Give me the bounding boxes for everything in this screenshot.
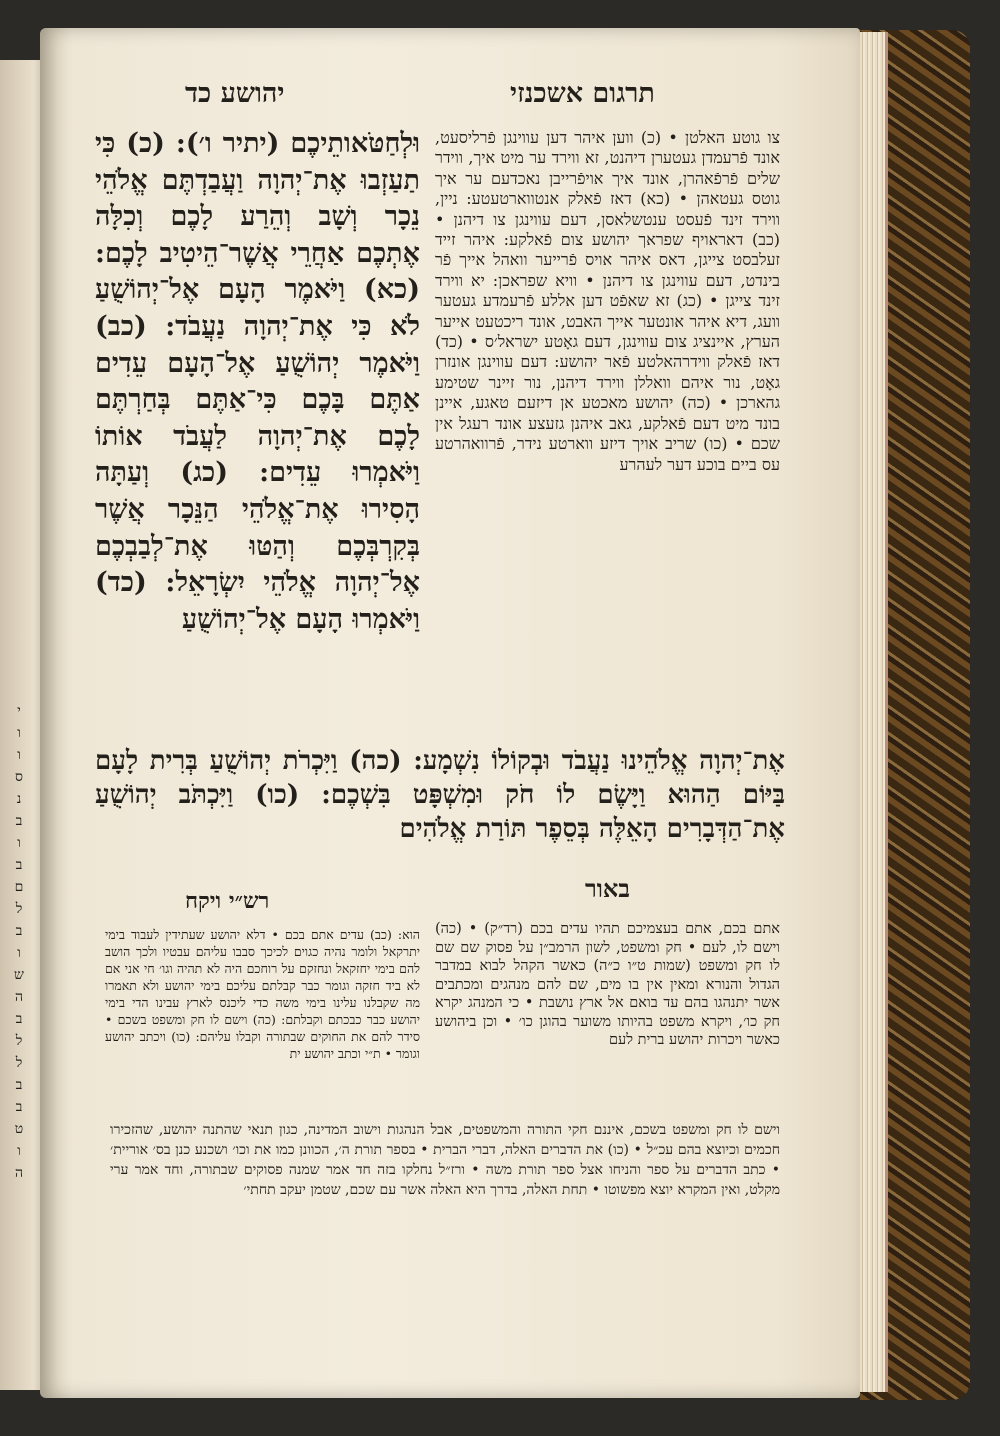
margin-letter: ה: [14, 1165, 24, 1181]
facing-page-margin-letters: [4, 700, 34, 1184]
margin-letter: י: [17, 703, 21, 719]
margin-letter: ב: [15, 813, 23, 829]
hebrew-fullwidth-text: אֶת־יְהוָה אֱלֹהֵינוּ נַעֲבֹד וּבְקוֹלוֹ נִשְׁמָע: (כה) וַיִּכְרֹת יְהוֹשֻׁעַ בְּרִית לָעָם בַּיּוֹם הַהוּא וַיָּשֶׂם לוֹ חֹק וּמִשְׁפָּט בִּשְׁכֶם: (כו) וַיִּכְתֹּב יְהוֹשֻׁעַ אֶת־הַדְּבָרִים הָאֵלֶּה בְּסֵפֶר תּוֹרַת אֱלֹהִים: [95, 746, 785, 844]
margin-letter: ו: [17, 945, 21, 961]
margin-letter: ם: [14, 879, 24, 895]
hebrew-main-text: וּלְחַטֹּאותֵיכֶם (יתיר ו׳): (כ) כִּי תַעַזְבוּ אֶת־יְהוָה וַעֲבַדְתֶּם אֱלֹהֵי נֵכָר וְשָׁב וְהֵרַע לָכֶם וְכִלָּה אֶתְכֶם אַחֲרֵי אֲשֶׁר־הֵיטִיב לָכֶם: (כא) וַיֹּאמֶר הָעָם אֶל־יְהוֹשֻׁעַ לֹא כִּי אֶת־יְהוָה נַעֲבֹד: (כב) וַיֹּאמֶר יְהוֹשֻׁעַ אֶל־הָעָם עֵדִים אַתֶּם בָּכֶם כִּי־אַתֶּם בְּחַרְתֶּם לָכֶם אֶת־יְהוָה לַעֲבֹד אוֹתוֹ וַיֹּאמְרוּ עֵדִים: (כג) וְעַתָּה הָסִירוּ אֶת־אֱלֹהֵי הַנֵּכָר אֲשֶׁר בְּקִרְבְּכֶם וְהַטּוּ אֶת־לְבַבְכֶם אֶל־יְהוָה אֱלֹהֵי יִשְׂרָאֵל: (כד) וַיֹּאמְרוּ הָעָם אֶל־יְהוֹשֻׁעַ: [95, 128, 420, 635]
margin-letter: ל: [15, 1033, 23, 1049]
rashi-commentary: הוא: (כב) עדים אתם בכם • דלא יהושע שעתידין לעבוד בימי יתרקאל ולומר נהיה כגוים לכיכך סבבו עליהם עבטיו ולכך הושב להם בימי יחזקאל ונחזקם על רוחכם היה לא תהיה וגו׳ חי אני אם לא ביד חזקה וגומר כבר קבלתם עליכם בימי יהושע ולא תאמרו מה שקבלנו עלינו בימי משה כדי ליכנס לארץ עבינו הדי בימי יהושע כבר כבכתם וקבלתם: (כה) וישם לו חק ומשפט בשכם • סידר להם את החוקים שבתורה וקבלו עליהם: (כו) ויכתב יהושע וגומר • ת״י וכתב יהושע ית: [105, 927, 420, 1061]
biur-commentary: אתם בכם, אתם בעצמיכם תהיו עדים בכם (רד״ק) • (כה) וישם לו, לעם • חק ומשפט, לשון הרמב״ן על פסוק שם שם לו חק ומשפט (שמות ט״ו כ״ה) כאשר הקהל לבוא במדבר הגדול והנורא ומאין אין בו מים, שם להם מנהגים ומכתבים אשר יתנהגו בהם עד בואם אל ארץ נושבת • כי המנהג יקרא חק כו׳, ויקרא משפט בהיותו משוער בהוגן כו׳ • וכן ביהושע כאשר ויכרות יהושע ברית לעם: [435, 921, 780, 1048]
margin-letter: ב: [15, 857, 23, 873]
margin-letter: ו: [17, 1143, 21, 1159]
running-header-book: יהושע כד: [185, 78, 285, 109]
margin-letter: ב: [15, 1077, 23, 1093]
margin-letter: ל: [15, 901, 23, 917]
margin-letter: ס: [15, 769, 23, 785]
margin-letter: ו: [17, 725, 21, 741]
margin-letter: ב: [15, 1099, 23, 1115]
german-translation-column: צו גוטע האלטן • (כ) ווען איהר דען עווינגן פֿרליסעט, אונד פֿרעמדן געטערן דיהנט, זא ווירד ער מיט איך, ווידר שלים פֿרפֿאהרן, אונד איך אויפֿרייבן נאכדעם ער איך גוטס געטאהן • (כא) דאז פֿאלק אנטווארטעטע: ניין, ווירד זינד פֿעסט ענטשלאסן, דעם עווינגן צו דיהנן • (כב) דאראויף שפראך יהושע צום פֿאלקע: איהר זייד זעלבסט צייגן, דאס איהר אויס פֿרייער וואהל אייך פֿר בינדט, דעם עווינגן צו דיהנן • וויא שפראכן: יא ווירד זינד צייגן • (כג) זא שאפֿט דען אללע פֿרעמדע געטער וועג, דיא איהר אונטער אייך האבט, אונד ריכטעט אייער הערץ, איינציג צום עווינגן, דעם גאָטע ישראל׳ס • (כד) דאז פֿאלק ווידרהאלטע פֿאר יהושע: דעם עווינגן אונזרן גאָט, נור איהם וואללן ווירד דיהנן, נור זיינר שטימע גהארכן • (כה) יהושע מאכטע אן דיזעם טאגע, איינן בונד מיט דעם פֿאלקע, גאב איהנן גזעצע אונד רעגל אין שכם • (כו) שריב אויך דיזע ווארטע נידר, פֿרוואהרטע עס ביים בוכע דער לעהרע: [435, 128, 780, 474]
biur-heading: באור: [585, 874, 630, 903]
margin-letter: ב: [15, 1011, 23, 1027]
margin-letter: ש: [14, 967, 24, 983]
margin-letter: ט: [14, 1121, 24, 1137]
margin-letter: ו: [17, 747, 21, 763]
margin-letter: ל: [15, 1055, 23, 1071]
margin-letter: ה: [14, 989, 24, 1005]
margin-letter: נ: [16, 791, 22, 807]
book-page: [40, 28, 860, 1398]
rashi-heading: רש״י ויקח: [185, 888, 270, 914]
running-header-translation: תרגום אשכנזי: [510, 78, 655, 109]
biur-commentary-continued: וישם לו חק ומשפט בשכם, איננם חקי התורה והמשפטים, אבל הנהגות וישוב המדינה, כגון תנאי שהתנה יהושע, שהזכירו חכמים וכיוצא בהם עכ״ל • (כו) את הדברים האלה, דברי הברית • בספר תורת ה׳, הכוונן כמו את וכו׳ ושכנע כנן בס׳ אוריית׳ • כתב הדברים על ספר והניחו אצל ספר תורת משה • ורז״ל נחלקו בזה חד אמר שמנה פסוקים שבתורה, וחד אמר ערי מקלט, ואין המקרא יוצא מפשוטו • תחת האלה, בדרך היא האלה אשר עם שכם, שטמן יעקב תחתי׳: [110, 1122, 780, 1198]
margin-letter: ב: [15, 923, 23, 939]
margin-letter: ו: [17, 835, 21, 851]
